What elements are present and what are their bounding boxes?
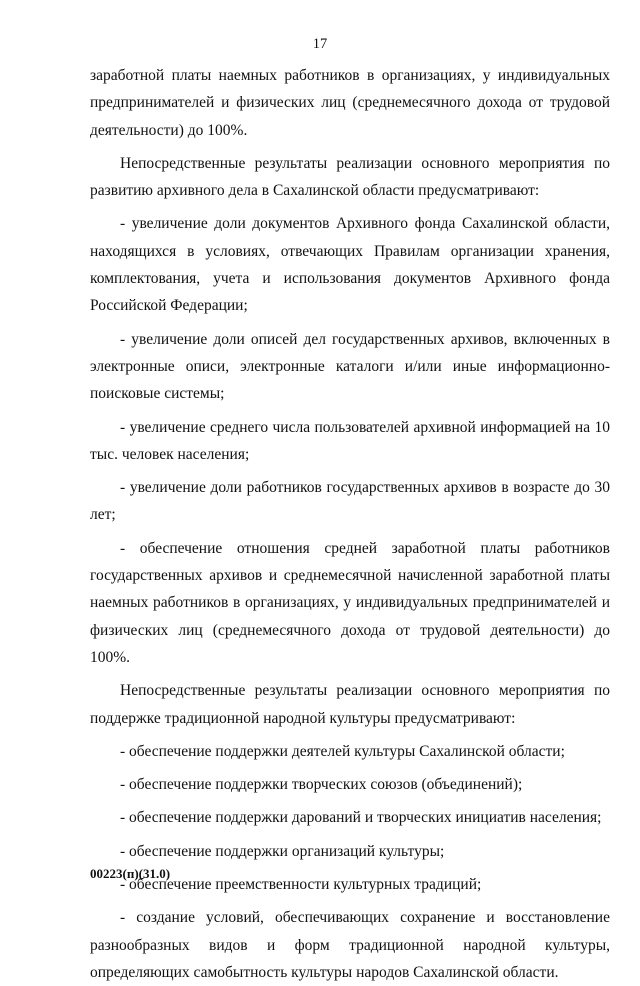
- list-item-archive-2: - увеличение доли описей дел государственных архивов, включенных в электронные описи, электронные каталоги и/или иные информационно-поисковые системы;: [90, 330, 610, 403]
- list-item-culture-6: - создание условий, обеспечивающих сохранение и восстановление разнообразных видов и форм традиционной народной культуры, определяющих самобытность культуры народов Сахалинской области.: [90, 909, 610, 981]
- paragraph-1: заработной платы наемных работников в организациях, у индивидуальных предпринимателей и физических лиц (среднемесячного дохода от трудовой деятельности) до 100%.: [90, 67, 610, 139]
- paragraph-3: Непосредственные результаты реализации основного мероприятия по поддержке традиционной народной культуры предусматривают:: [90, 682, 610, 727]
- list-item-culture-1: - обеспечение поддержки деятелей культуры Сахалинской области;: [120, 742, 565, 760]
- list-item-culture-2: - обеспечение поддержки творческих союзов (объединений);: [120, 776, 523, 794]
- list-item-culture-3: - обеспечение поддержки дарований и творческих инициатив населения;: [120, 809, 602, 827]
- list-item-culture-5: - обеспечение преемственности культурных традиций;: [120, 876, 482, 894]
- list-item-culture-4: - обеспечение поддержки организаций культуры;: [120, 842, 445, 860]
- document-body: [90, 62, 610, 986]
- list-item-archive-1: - увеличение доли документов Архивного фонда Сахалинской области, находящихся в условиях, отвечающих Правилам организации хранения, комплектования, учета и использования документов Архивного фонда Российской Федерации;: [90, 215, 610, 315]
- list-item-archive-5: - обеспечение отношения средней заработной платы работников государственных архивов и среднемесячной начисленной заработной платы наемных работников в организациях, у индивидуальных предпринимателей и физических лиц (среднемесячного дохода от трудовой деятельности) до 100%.: [90, 539, 610, 666]
- paragraph-2: Непосредственные результаты реализации основного мероприятия по развитию архивного дела в Сахалинской области предусматривают:: [90, 154, 610, 200]
- list-item-archive-3: - увеличение среднего числа пользователей архивной информацией на 10 тыс. человек населения;: [90, 418, 610, 463]
- list-item-archive-4: - увеличение доли работников государственных архивов в возрасте до 30 лет;: [90, 479, 610, 524]
- page-number: 17: [312, 36, 328, 52]
- document-code: 00223(п)(31.0): [90, 866, 171, 881]
